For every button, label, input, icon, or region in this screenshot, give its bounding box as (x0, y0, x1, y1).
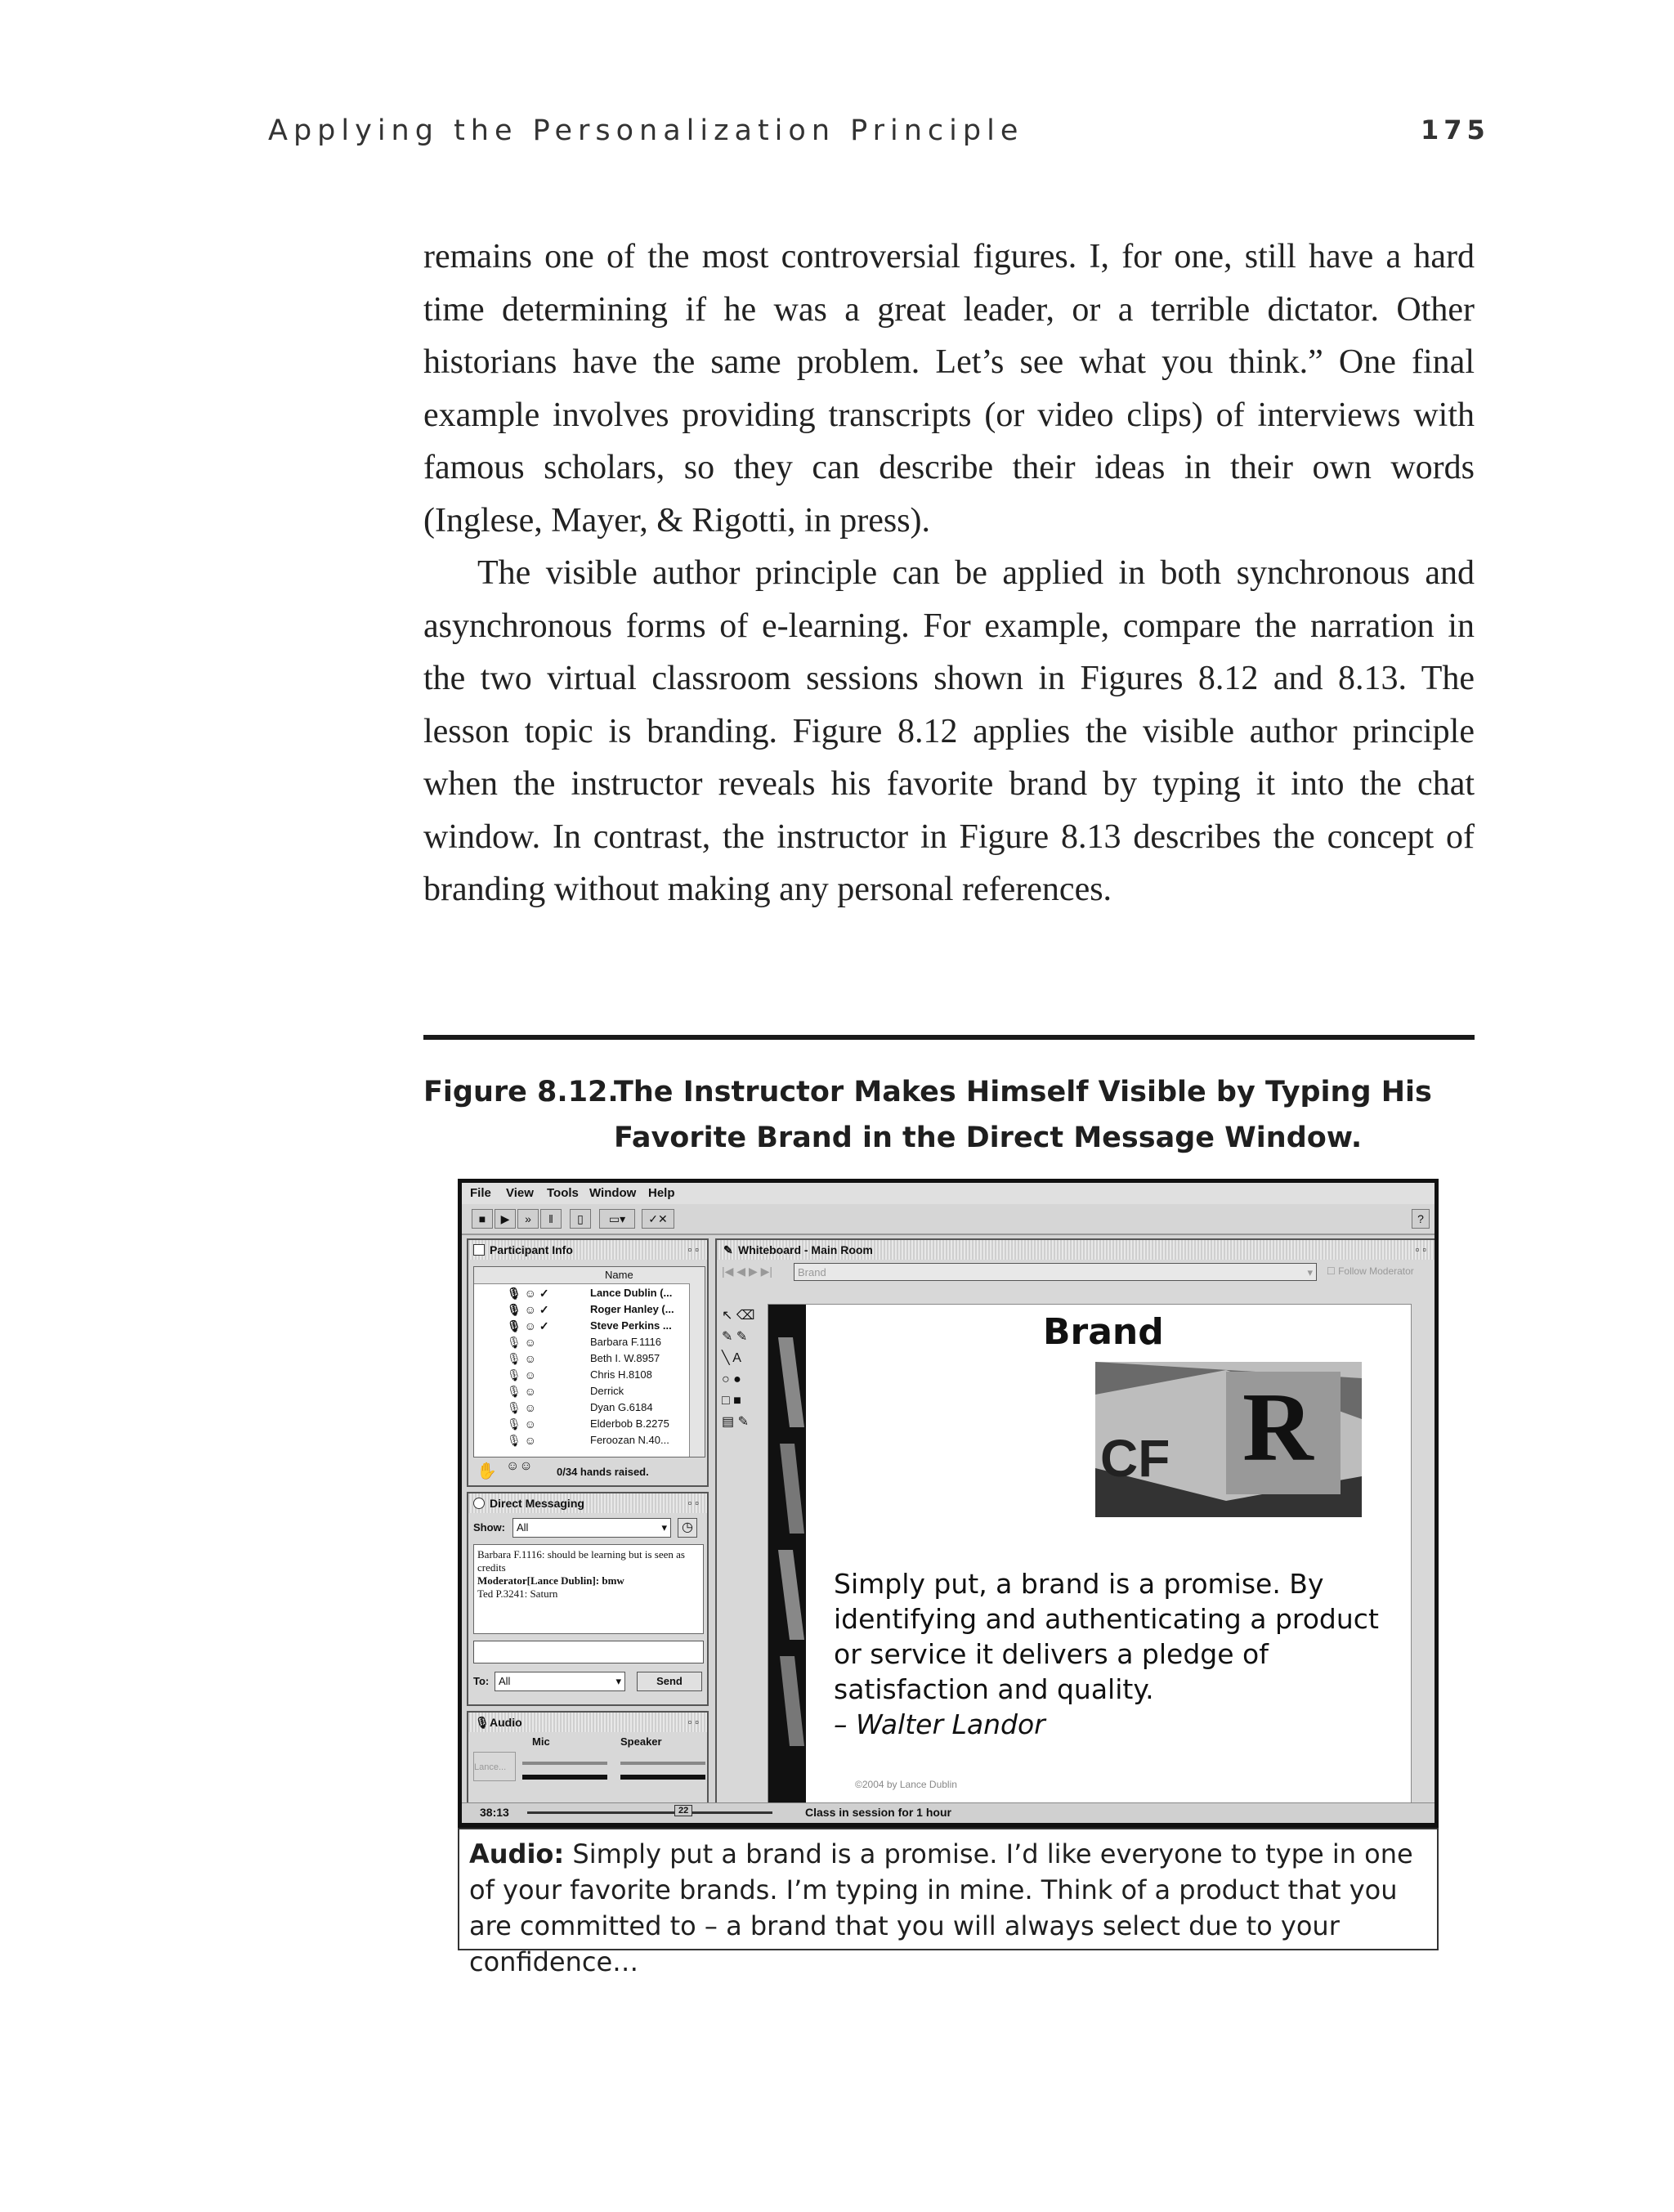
direct-messaging-title: Direct Messaging ▫▫ (468, 1493, 707, 1513)
menu-view[interactable]: View (506, 1186, 534, 1200)
menu-window[interactable]: Window (589, 1186, 637, 1200)
door-icon[interactable]: ▯ (570, 1209, 591, 1229)
quote-author: – Walter Landor (834, 1708, 1045, 1740)
slider-thumb[interactable]: 22 (674, 1805, 692, 1816)
chevron-down-icon: ▾ (661, 1521, 667, 1534)
audio-label: Audio: (469, 1838, 565, 1869)
audio-panel (467, 1711, 709, 1804)
toolbar (462, 1204, 1435, 1235)
chat-icon (473, 1498, 485, 1509)
help-cursor-icon[interactable]: ? (1412, 1209, 1430, 1229)
to-label: To: (473, 1675, 490, 1687)
pause-icon[interactable]: ‖ (540, 1209, 562, 1229)
layout-icon[interactable]: ▭▾ (599, 1209, 635, 1229)
page-select[interactable]: Brand ▾ (794, 1263, 1317, 1281)
message-input[interactable] (473, 1641, 704, 1663)
whiteboard-title: ✎ Whiteboard - Main Room ▫▫ (717, 1240, 1435, 1260)
mic-icon: 🎙 ☺ ✓ (507, 1287, 549, 1300)
mic-icon: 🎙 ☺ ✓ (507, 1303, 549, 1316)
paragraph: The visible author principle can be applied in both synchronous and asynchronous forms of e-learning. For example, compare the narration in the two virtual classroom sessions shown in Figures 8.12 and 8.13. The lesson topic is branding. Figure 8.12 applies the visible author principle when the instructor reveals his favorite brand by typing it into the chat window. In contrast, the instructor in Figure 8.13 describes the concept of branding without making any personal references. (423, 554, 1475, 908)
ellipse-tool-icon[interactable]: ○ ● (722, 1372, 741, 1386)
menu-tools[interactable]: Tools (547, 1186, 579, 1200)
mic-icon: 🎙 ☺ (507, 1385, 536, 1398)
window-controls-icon[interactable]: ▫▫ (1415, 1243, 1430, 1256)
mic-label: Mic (532, 1735, 550, 1748)
quote-text: Simply put, a brand is a promise. By identifying and authenticating a product or service it delivers a pledge of satisfaction and quality. (834, 1568, 1379, 1705)
audio-transcript-box (458, 1828, 1439, 1977)
brand-collage-image (1095, 1362, 1362, 1517)
mic-icon: 🎙 ☺ (507, 1368, 536, 1381)
speaker-slider[interactable] (620, 1762, 705, 1765)
fast-forward-icon[interactable]: » (517, 1209, 539, 1229)
drawing-tools (722, 1305, 763, 1433)
line-text-tool-icon[interactable]: ╲ A (722, 1351, 741, 1365)
mic-icon: 🎙 ☺ (507, 1434, 536, 1447)
figure-rule (423, 1035, 1475, 1040)
user-field: Lance... (473, 1752, 516, 1781)
slide-credit: ©2004 by Lance Dublin (855, 1779, 957, 1790)
whiteboard-panel (715, 1238, 1436, 1807)
participant-row[interactable]: 🎙 ☺ Derrick (507, 1385, 624, 1398)
select-tool-icon[interactable]: ↖ ⌫ (722, 1309, 755, 1323)
follow-moderator-checkbox[interactable]: ☐ Follow Moderator (1327, 1265, 1414, 1277)
participant-scrollbar[interactable] (689, 1283, 705, 1457)
mic-icon: 🎙 ☺ (507, 1352, 536, 1365)
speaker-level-meter (620, 1775, 705, 1780)
rect-tool-icon[interactable]: □ ■ (722, 1394, 741, 1408)
check-cross-icon[interactable]: ✓✕ (642, 1209, 674, 1229)
play-icon[interactable]: ▶ (495, 1209, 516, 1229)
status-bar (462, 1802, 1435, 1823)
message: Moderator[Lance Dublin]: bmw (477, 1574, 624, 1587)
figure-caption-text: The Instructor Makes Himself Visible by Typing His Favorite Brand in the Direct Message Window. (614, 1076, 1432, 1154)
participant-row[interactable]: 🎙 ☺ Barbara F.1116 (507, 1336, 661, 1349)
participant-info-panel (467, 1238, 709, 1487)
participant-row[interactable]: 🎙 ☺ Feroozan N.40... (507, 1434, 669, 1447)
clock-icon[interactable]: ◷ (678, 1518, 697, 1538)
window-controls-icon[interactable]: ▫▫ (687, 1716, 702, 1728)
slide (768, 1304, 1412, 1812)
svg-text:R: R (1242, 1372, 1314, 1481)
message: Barbara F.1116: should be learning but is seen as credits (477, 1548, 685, 1574)
figure-number: Figure 8.12. (423, 1076, 619, 1108)
volume-slider[interactable] (527, 1811, 772, 1814)
menu-help[interactable]: Help (648, 1186, 675, 1200)
slide-title: Brand (1043, 1311, 1164, 1353)
participant-row[interactable]: 🎙 ☺ Beth I. W.8957 (507, 1352, 660, 1365)
direct-messaging-panel (467, 1492, 709, 1706)
emoticon-icon[interactable]: ☺☺ (506, 1459, 533, 1473)
mic-icon: 🎙 ☺ (507, 1336, 536, 1349)
message: Ted P.3241: Saturn (477, 1587, 558, 1600)
slide-quote (834, 1566, 1398, 1742)
running-head: Applying the Personalization Principle (268, 114, 1024, 147)
column-name[interactable]: Name (605, 1269, 633, 1281)
mic-icon: 🎙 (475, 1716, 490, 1729)
chevron-down-icon: ▾ (615, 1675, 621, 1687)
message-log (473, 1544, 704, 1634)
mic-icon: 🎙 ☺ (507, 1401, 536, 1414)
session-status: Class in session for 1 hour (805, 1806, 951, 1819)
raise-hand-icon[interactable]: ✋ (477, 1462, 497, 1480)
chevron-down-icon: ▾ (1307, 1266, 1313, 1278)
body-text (423, 231, 1475, 916)
participant-row[interactable]: 🎙 ☺ Chris H.8108 (507, 1368, 652, 1381)
send-button[interactable]: Send (637, 1672, 702, 1691)
show-label: Show: (473, 1521, 505, 1534)
speaker-label: Speaker (620, 1735, 662, 1748)
participant-row[interactable]: 🎙 ☺ ✓ Roger Hanley (... (507, 1303, 674, 1316)
menu-file[interactable]: File (470, 1186, 491, 1200)
participant-row[interactable]: 🎙 ☺ Elderbob B.2275 (507, 1417, 669, 1431)
session-time: 38:13 (480, 1806, 509, 1819)
show-select[interactable]: All ▾ (512, 1518, 671, 1538)
panel-icon (473, 1244, 485, 1256)
participant-list-header (474, 1267, 705, 1284)
audio-title: 🎙 Audio ▫▫ (468, 1713, 707, 1732)
svg-text:CF: CF (1100, 1429, 1170, 1488)
virtual-classroom-screenshot (458, 1179, 1439, 1828)
participant-row[interactable]: 🎙 ☺ ✓ Lance Dublin (... (507, 1287, 673, 1300)
audio-text: Simply put a brand is a promise. I’d like everyone to type in one of your favorite brands. I’m typing in mine. Think of a product that you are committed to – a brand that you will always select due to your confidence… (469, 1838, 1413, 1977)
participant-row[interactable]: 🎙 ☺ Dyan G.6184 (507, 1401, 653, 1414)
page-nav-icon[interactable]: |◀ ◀ ▶ ▶| (722, 1265, 773, 1278)
mic-level-meter (522, 1775, 607, 1780)
participant-list (473, 1266, 705, 1458)
window-controls-icon[interactable]: ▫▫ (687, 1243, 702, 1256)
stop-icon[interactable]: ■ (472, 1209, 493, 1229)
page-number: 175 (1421, 114, 1490, 146)
window-controls-icon[interactable]: ▫▫ (687, 1497, 702, 1509)
mic-icon: 🎙 ☺ (507, 1417, 536, 1431)
to-select[interactable]: All ▾ (495, 1672, 625, 1691)
paragraph: remains one of the most controversial figures. I, for one, still have a hard time determining if he was a great leader, or a terrible dictator. Other historians have the same problem. Let’s see what you think.” One final example involves providing transcripts (or video clips) of interviews with famous scholars, so they can describe their ideas in their own words (Inglese, Mayer, & Rigotti, in press). (423, 238, 1475, 540)
participant-row[interactable]: 🎙 ☺ ✓ Steve Perkins ... (507, 1319, 672, 1332)
pencil-icon: ✎ (723, 1243, 733, 1256)
pen-tool-icon[interactable]: ✎ ✎ (722, 1330, 748, 1344)
participant-info-title: Participant Info ▫▫ (468, 1240, 707, 1260)
image-tool-icon[interactable]: ▤ ✎ (722, 1415, 749, 1429)
menu-bar (462, 1183, 1435, 1204)
hands-raised-count: 0/34 hands raised. (557, 1466, 649, 1478)
mic-icon: 🎙 ☺ ✓ (507, 1319, 549, 1332)
mic-slider[interactable] (522, 1762, 607, 1765)
